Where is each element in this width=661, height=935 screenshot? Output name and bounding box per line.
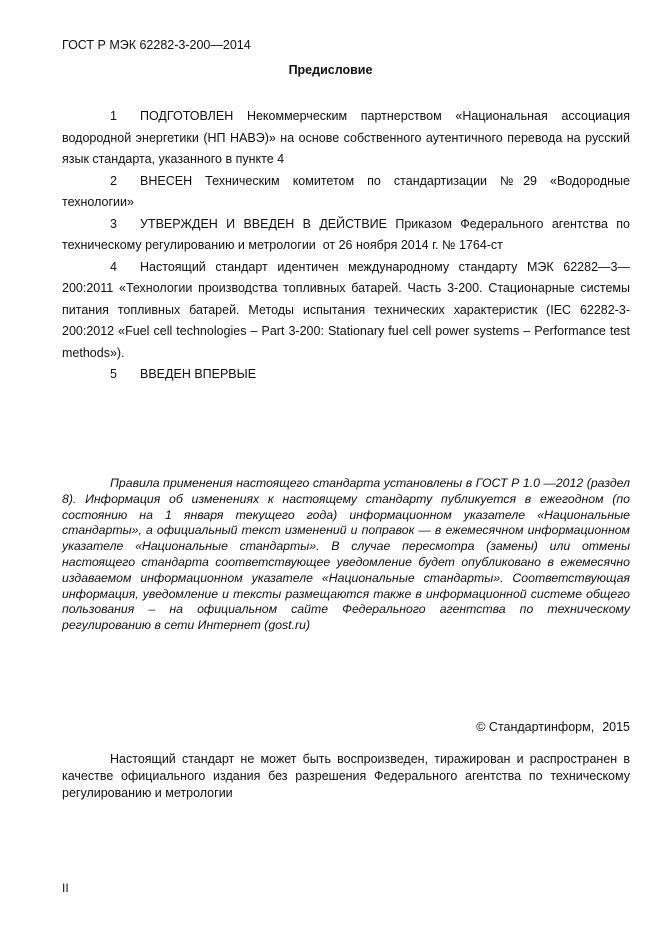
foreword-item-4 [62,257,630,365]
copyright-year: 2015 [602,720,630,734]
foreword-item-1 [62,106,630,171]
standard-application-notice: Правила применения настоящего стандарта установлены в ГОСТ Р 1.0 —2012 (раздел 8). Информация об изменениях к настоящему стандарту публикуется в ежегодном (по состоянию на 1 января текущего года) информационном указателе «Национальные стандарты», а официальный текст изменений и поправок — в ежемесячном информационном указателе «Национальные стандарты». В случае пересмотра (замены) или отмены настоящего стандарта соответствующее уведомление будет опубликовано в ежемесячно издаваемом информационном указателе «Национальные стандарты». Соответствующая информация, уведомление и тексты размещаются также в информационной системе общего пользования – на официальном сайте Федерального агентства по техническому регулированию в сети Интернет (gost.ru) [62,476,630,633]
foreword-item-2 [62,171,630,214]
foreword-items [62,106,634,386]
item-text: ПОДГОТОВЛЕН Некоммерческим партнерством «Национальная ассоциация водородной энергетики (НП НАВЭ)» на основе собственного аутентичного перевода на русский язык стандарта, указанного в пункте 4 [62,109,630,166]
item-number: 2 [110,173,117,188]
document-id: ГОСТ Р МЭК 62282-3-200—2014 [62,38,251,52]
item-text: ВНЕСЕН Техническим комитетом по стандартизации №29 «Водородные технологии» [62,173,630,209]
foreword-item-3 [62,214,634,257]
item-number: 5 [110,367,117,381]
item-number: 1 [110,109,117,123]
foreword-item-5 [62,364,630,386]
foreword-title: Предисловие [288,63,373,77]
copyright-holder: © Стандартинформ, [476,720,595,734]
page-number: II [62,881,69,895]
item-text: УТВЕРЖДЕН И ВВЕДЕН В ДЕЙСТВИЕ Приказом Федерального агентства по техническому регулированию и метрологии от 26 ноября 2014 г. № 1764-ст [62,216,634,252]
item-number: 4 [110,259,117,274]
item-text: ВВЕДЕН ВПЕРВЫЕ [140,367,257,381]
item-text: Настоящий стандарт идентичен международному стандарту МЭК 62282—3—200:2011 «Технологии производства топливных батарей. Часть 3-200. Стационарные системы питания топливных батарей. Методы испытания технических характеристик (IEC 62282-3-200:2012 «Fuel cell technologies – Part 3-200: Stationary fuel cell power systems – Performance test methods»). [62,259,630,360]
reproduction-notice: Настоящий стандарт не может быть воспроизведен, тиражирован и распространен в качестве официального издания без разрешения Федерального агентства по техническому регулированию и метрологии [62,752,630,800]
copyright [476,720,630,734]
item-number: 3 [110,216,117,231]
